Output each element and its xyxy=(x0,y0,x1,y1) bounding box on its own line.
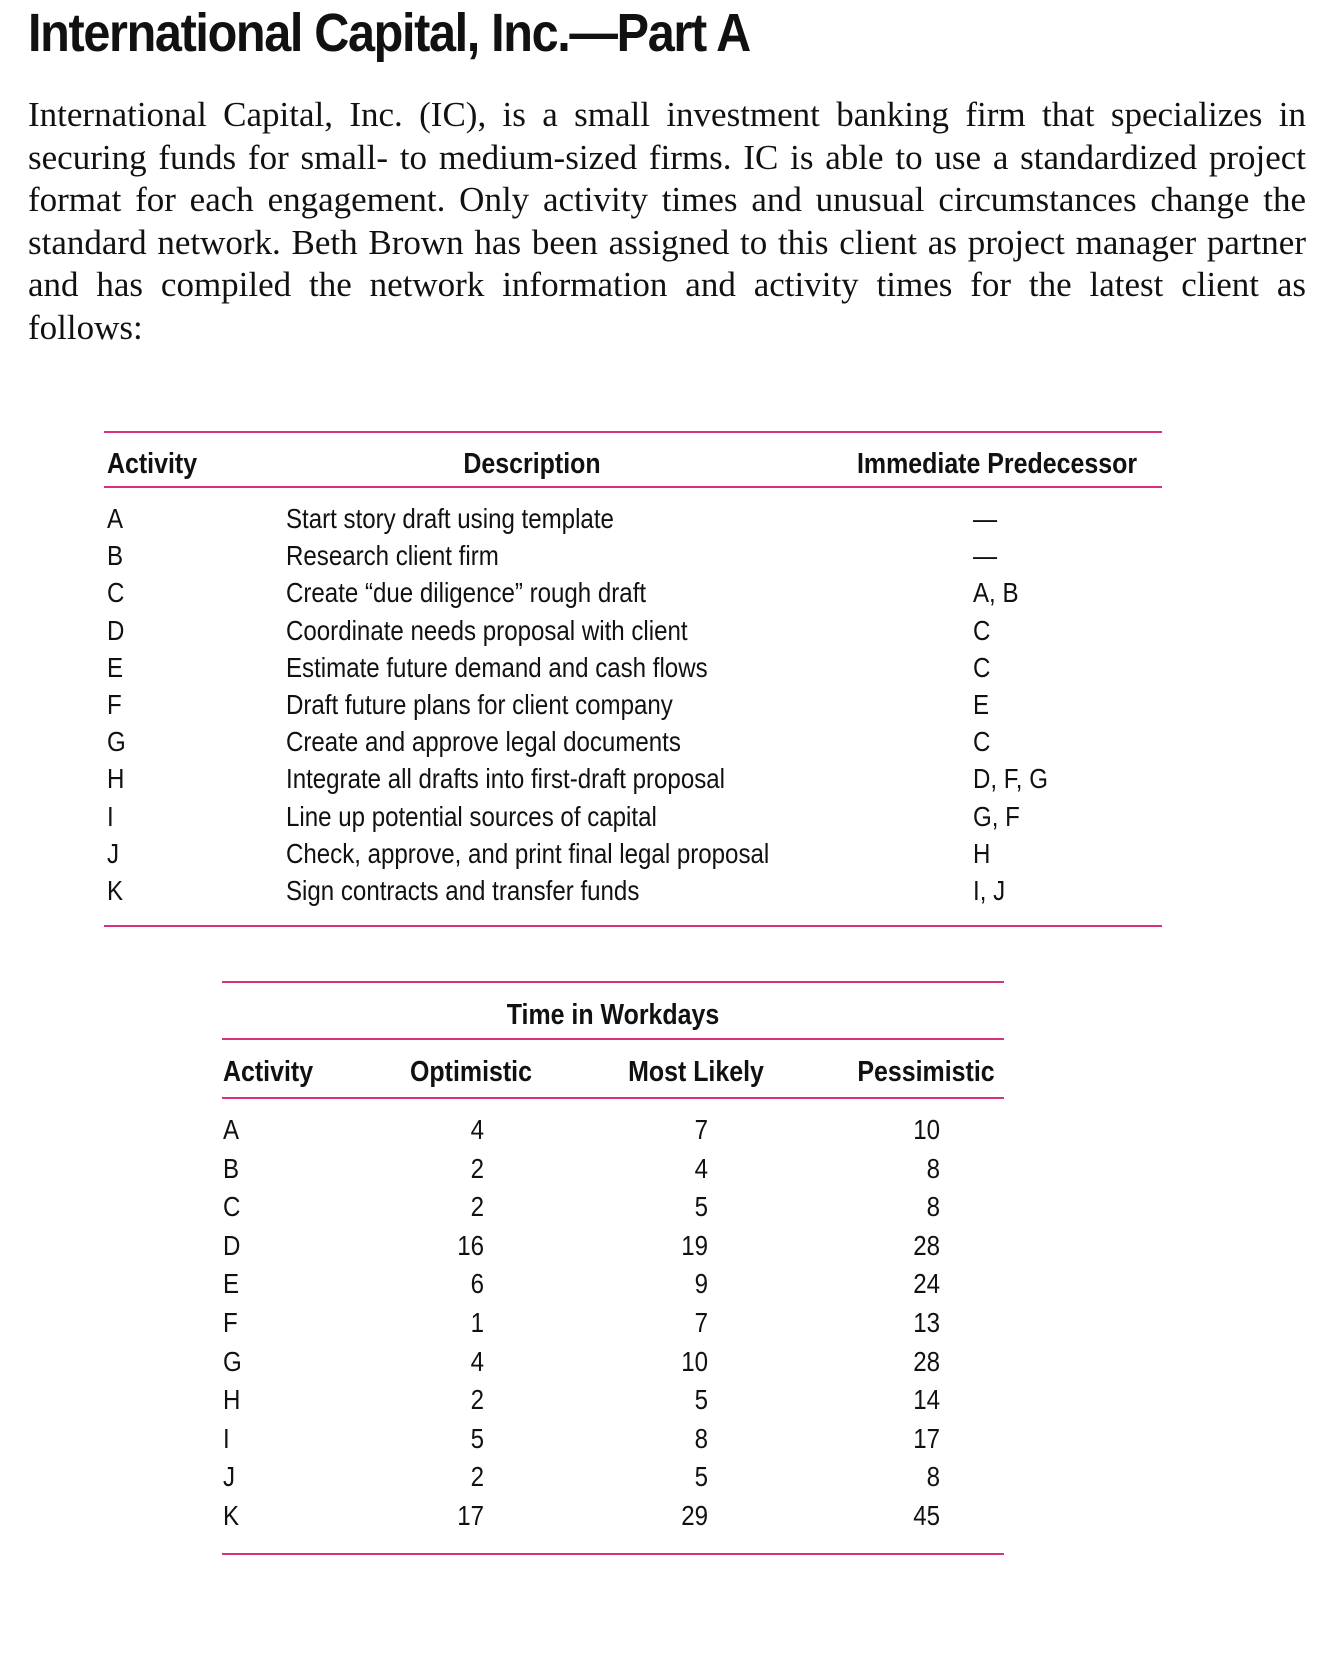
table1-description-cell: Sign contracts and transfer funds xyxy=(286,875,640,906)
table2-header-most-likely: Most Likely xyxy=(628,1056,764,1088)
table1-activity-cell: J xyxy=(107,837,120,869)
table1-description-cell: Create and approve legal documents xyxy=(286,726,681,758)
table1-description-cell: Create “due diligence” rough draft xyxy=(286,577,647,609)
table2-activity-cell: G xyxy=(223,1345,242,1377)
table2-most-likely-cell: 8 xyxy=(694,1422,708,1454)
table2-optimistic-cell: 2 xyxy=(470,1152,484,1184)
table2-most-likely-cell: 19 xyxy=(681,1229,708,1261)
table2-activity-cell: B xyxy=(223,1152,240,1184)
table2-pessimistic-cell: 17 xyxy=(913,1422,940,1454)
table1-activity-cell: E xyxy=(107,651,124,683)
table1-predecessor-cell: — xyxy=(973,503,998,534)
table2-group-header: Time in Workdays xyxy=(506,999,720,1031)
table2-group-rule xyxy=(222,1038,1004,1040)
table2-top-rule xyxy=(222,981,1004,983)
table2-most-likely-cell: 9 xyxy=(694,1268,708,1300)
table1-header-description: Description xyxy=(463,448,601,480)
table1-description-cell: Estimate future demand and cash flows xyxy=(286,651,708,683)
table1-activity-cell: A xyxy=(107,503,124,534)
table1-description-cell: Draft future plans for client company xyxy=(286,689,673,720)
table1-description-cell: Check, approve, and print final legal proposal xyxy=(286,837,770,869)
table2-pessimistic-cell: 13 xyxy=(913,1307,940,1338)
table1-activity-cell: K xyxy=(107,875,124,906)
table1-description-cell: Research client firm xyxy=(286,540,499,572)
table1-predecessor-cell: I, J xyxy=(973,875,1006,906)
table2-optimistic-cell: 2 xyxy=(470,1384,484,1416)
table1-activity-cell: B xyxy=(107,540,124,572)
table2-most-likely-cell: 5 xyxy=(694,1461,708,1493)
table1-description-cell: Line up potential sources of capital xyxy=(286,800,657,832)
table1-predecessor-cell: C xyxy=(973,651,991,683)
table2-header-optimistic: Optimistic xyxy=(410,1056,532,1088)
table2-optimistic-cell: 6 xyxy=(470,1268,484,1300)
table1-predecessor-cell: H xyxy=(973,837,991,869)
table2-pessimistic-cell: 24 xyxy=(913,1268,940,1300)
table2-header-rule xyxy=(222,1097,1004,1099)
table1-activity-cell: I xyxy=(107,800,114,832)
table1-activity-cell: H xyxy=(107,763,125,795)
table1-activity-cell: C xyxy=(107,577,125,609)
table1-predecessor-cell: C xyxy=(973,726,991,758)
table2-activity-cell: K xyxy=(223,1500,240,1531)
table2-activity-cell: C xyxy=(223,1191,241,1223)
table1-predecessor-cell: C xyxy=(973,614,991,646)
table2-optimistic-cell: 17 xyxy=(457,1500,484,1531)
table1-header-activity: Activity xyxy=(107,448,198,480)
table2-optimistic-cell: 5 xyxy=(470,1422,484,1454)
table2-pessimistic-cell: 10 xyxy=(913,1114,940,1145)
table2-most-likely-cell: 10 xyxy=(681,1345,708,1377)
table1-description-cell: Integrate all drafts into first-draft proposal xyxy=(286,763,726,795)
table2-pessimistic-cell: 28 xyxy=(913,1345,940,1377)
table2-most-likely-cell: 5 xyxy=(694,1384,708,1416)
table2-most-likely-cell: 4 xyxy=(694,1152,708,1184)
table1-activity-cell: D xyxy=(107,614,125,646)
table2-optimistic-cell: 4 xyxy=(470,1114,484,1145)
table2-activity-cell: J xyxy=(223,1461,236,1493)
table2-pessimistic-cell: 8 xyxy=(926,1152,940,1184)
table2-optimistic-cell: 2 xyxy=(470,1191,484,1223)
table2-activity-cell: F xyxy=(223,1307,238,1338)
table1-header-predecessor: Immediate Predecessor xyxy=(857,448,1138,480)
table2-optimistic-cell: 1 xyxy=(470,1307,484,1338)
table1-activity-cell: G xyxy=(107,726,126,758)
table2-pessimistic-cell: 28 xyxy=(913,1229,940,1261)
table2-bottom-rule xyxy=(222,1553,1004,1555)
table1-predecessor-cell: — xyxy=(973,540,998,572)
table2-header-pessimistic: Pessimistic xyxy=(857,1056,995,1088)
table2-optimistic-cell: 4 xyxy=(470,1345,484,1377)
table1-activity-cell: F xyxy=(107,689,122,720)
table2-most-likely-cell: 7 xyxy=(694,1307,708,1338)
table2-most-likely-cell: 7 xyxy=(694,1114,708,1145)
table2-pessimistic-cell: 8 xyxy=(926,1461,940,1493)
table1-predecessor-cell: D, F, G xyxy=(973,763,1048,795)
table2-pessimistic-cell: 8 xyxy=(926,1191,940,1223)
table1-predecessor-cell: E xyxy=(973,689,990,720)
table2-optimistic-cell: 2 xyxy=(470,1461,484,1493)
table1-description-cell: Start story draft using template xyxy=(286,503,614,534)
table2-most-likely-cell: 5 xyxy=(694,1191,708,1223)
table1-description-cell: Coordinate needs proposal with client xyxy=(286,614,688,646)
table1-predecessor-cell: G, F xyxy=(973,800,1020,832)
table2-header-activity: Activity xyxy=(223,1056,314,1088)
table2-activity-cell: H xyxy=(223,1384,241,1416)
table2-activity-cell: E xyxy=(223,1268,240,1300)
table2-activity-cell: A xyxy=(223,1114,240,1145)
table2-most-likely-cell: 29 xyxy=(681,1500,708,1531)
table2-pessimistic-cell: 45 xyxy=(913,1500,940,1531)
table2-activity-cell: I xyxy=(223,1422,230,1454)
table2-pessimistic-cell: 14 xyxy=(913,1384,940,1416)
table1-predecessor-cell: A, B xyxy=(973,577,1019,609)
page-title: International Capital, Inc.—Part A xyxy=(28,3,750,63)
table2-optimistic-cell: 16 xyxy=(457,1229,484,1261)
table2-activity-cell: D xyxy=(223,1229,241,1261)
intro-paragraph: International Capital, Inc. (IC), is a small investment banking firm that specializes in securing funds for small- to medium-sized firms. IC is able to use a standardized project format for each engagement. Only activity times and unusual circumstances change the standard network. Beth Brown has been assigned to this client as project manager partner and has compiled the network information and activity times for the latest client as follows: xyxy=(28,95,1306,347)
